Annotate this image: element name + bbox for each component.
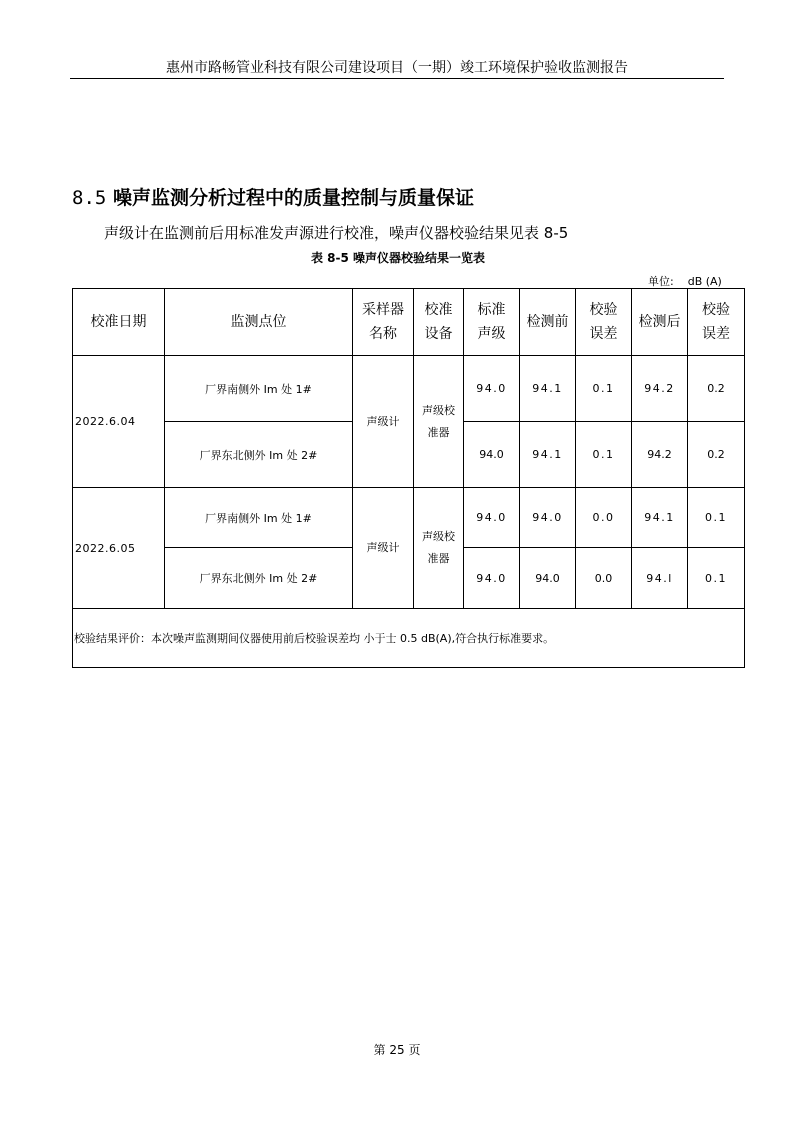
unit-label-text: 单位: [648,275,674,288]
header-error-before [576,289,632,356]
header-before: 检测前 [520,289,576,356]
table-caption: 表 8-5 噪声仪器校验结果一览表 [310,251,486,265]
header-standard-line1: 标准 [477,302,506,318]
header-standard [464,289,520,356]
error-after-cell: 0.1 [688,488,745,548]
before-cell: 94.0 [520,488,576,548]
header-error-before-line1: 校验 [589,302,618,318]
header-error-after-line1: 校验 [702,302,730,318]
error-before-cell: 0.0 [576,488,632,548]
location-cell: 厂界南侧外 Im 处 1# [165,356,353,422]
location-cell: 厂界东北侧外 Im 处 2# [165,422,353,488]
header-divider [70,78,724,79]
location-cell: 厂界南侧外 Im 处 1# [165,488,353,548]
section-number: 8.5 [72,187,107,209]
location-cell: 厂界东北侧外 Im 处 2# [165,548,353,609]
report-header: 惠州市路畅管业科技有限公司建设项目（一期）竣工环境保护验收监测报告 [166,60,628,76]
date-cell: 2022.6.04 [73,356,165,488]
standard-cell: 94.0 [464,488,520,548]
header-calibrator-line1: 校准 [424,302,453,318]
standard-cell: 94.0 [464,548,520,609]
unit-value: dB (A) [687,275,722,288]
standard-cell: 94.0 [464,356,520,422]
calibration-table [72,288,745,668]
calibrator-line2: 准器 [427,552,450,565]
error-before-cell: 0.1 [576,356,632,422]
error-after-cell: 0.2 [688,356,745,422]
calibrator-line2: 准器 [427,425,450,439]
after-cell: 94.l [632,548,688,609]
header-calibrator [414,289,464,356]
calibrator-line1: 声级校 [422,530,455,543]
section-heading [72,183,474,210]
after-cell: 94.1 [632,488,688,548]
calibrator-line1: 声级校 [422,403,455,417]
header-sampler-line2: 名称 [369,326,397,342]
before-cell: 94.1 [520,356,576,422]
page-number: 第 25 页 [373,1043,421,1057]
error-before-cell: 0.0 [576,548,632,609]
sampler-cell: 声级计 [353,356,414,488]
error-after-cell: 0.2 [688,422,745,488]
error-before-cell: 0.1 [576,422,632,488]
header-standard-line2: 声级 [477,326,506,342]
date-cell: 2022.6.05 [73,488,165,609]
table-note-row [73,609,745,668]
after-cell: 94.2 [632,356,688,422]
header-date: 校准日期 [73,289,165,356]
table-header-row [73,289,745,356]
calibrator-cell [414,488,464,609]
header-error-after [688,289,745,356]
header-calibrator-line2: 设备 [424,326,453,342]
before-cell: 94.1 [520,422,576,488]
header-location: 监测点位 [165,289,353,356]
section-title: 噪声监测分析过程中的质量控制与质量保证 [112,187,474,209]
table-row [73,488,745,548]
sampler-cell: 声级计 [353,488,414,609]
header-after: 检测后 [632,289,688,356]
error-after-cell: 0.1 [688,548,745,609]
header-sampler-line1: 采样器 [362,302,404,318]
after-cell: 94.2 [632,422,688,488]
table-row [73,356,745,422]
standard-cell: 94.0 [464,422,520,488]
header-error-before-line2: 误差 [589,326,618,342]
header-sampler [353,289,414,356]
section-intro: 声级计在监测前后用标准发声源进行校准，噪声仪器校验结果见表 8-5 [104,224,569,242]
evaluation-note: 校验结果评价：本次噪声监测期间仪器使用前后校验误差均 小于士 0.5 dB(A),符合执行标准要求。 [73,609,745,668]
before-cell: 94.0 [520,548,576,609]
header-error-after-line2: 误差 [702,326,730,342]
calibrator-cell [414,356,464,488]
unit-label [648,273,722,289]
